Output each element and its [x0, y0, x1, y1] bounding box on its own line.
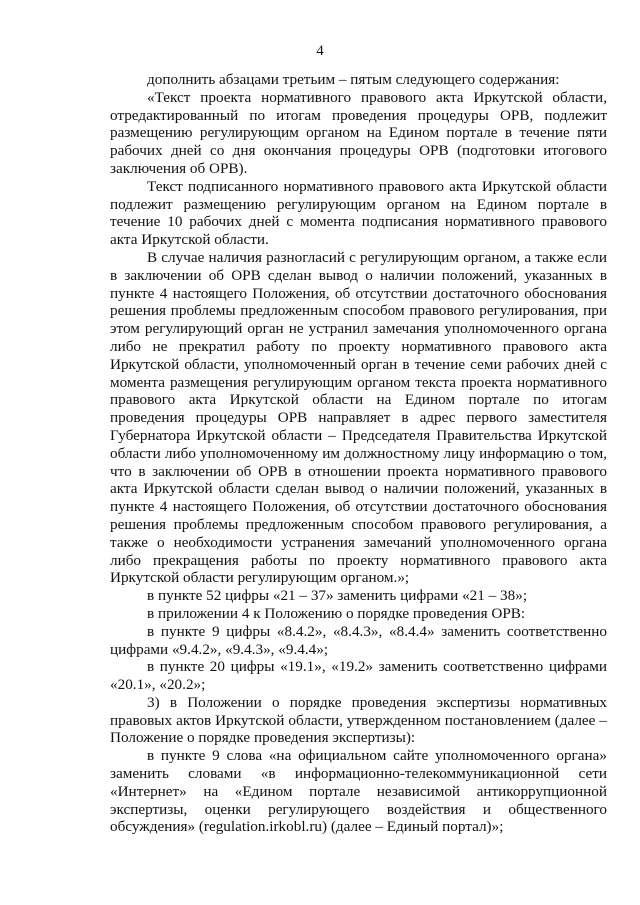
paragraph: В случае наличия разногласий с регулирующим органом, а также если в заключении об ОРВ сделан вывод о наличии положений, указанных в пункте 4 настоящего Положения, об отсутствии достаточного обоснования решения проблемы предложенным способом правового регулирования, при этом регулирующий орган не устранил замечания уполномоченного органа либо не прекратил работу по проекту нормативного правового акта Иркутской области, уполномоченный орган в течение семи рабочих дней с момента размещения регулирующим органом текста проекта нормативного правового акта Иркутской области на Едином портале по итогам проведения процедуры ОРВ направляет в адрес первого заместителя Губернатора Иркутской области – Председателя Правительства Иркутской области либо уполномоченному им должностному лицу информацию о том, что в заключении об ОРВ в отношении проекта нормативного правового акта Иркутской области сделан вывод о наличии положений, указанных в пункте 4 настоящего Положения, об отсутствии достаточного обоснования решения проблемы предложенным способом правового регулирования, а также о необходимости устранения замечаний уполномоченного органа либо прекращения работы по проекту нормативного правового акта Иркутской области регулирующим органом.»;: [110, 248, 607, 587]
paragraph: в приложении 4 к Положению о порядке проведения ОРВ:: [147, 604, 526, 622]
paragraph: в пункте 52 цифры «21 – 37» заменить цифрами «21 – 38»;: [147, 587, 528, 605]
paragraph: дополнить абзацами третьим – пятым следующего содержания:: [147, 71, 560, 88]
paragraph: в пункте 9 слова «на официальном сайте уполномоченного органа» заменить словами «в информационно-телекоммуникационной сети «Интернет» на «Едином портале независимой антикоррупционной экспертизы, оценки регулирующего воздействия и общественного обсуждения» (regulation.irkobl.ru) (далее – Единый портал)»;: [110, 747, 607, 836]
paragraph: в пункте 9 цифры «8.4.2», «8.4.3», «8.4.4» заменить соответственно цифрами «9.4.2», «9.4.3», «9.4.4»;: [110, 622, 607, 658]
paragraph: Текст подписанного нормативного правового акта Иркутской области подлежит размещению регулирующим органом на Едином портале в течение 10 рабочих дней с момента подписания нормативного правового акта Иркутской области.: [110, 177, 607, 249]
paragraph: 3) в Положении о порядке проведения экспертизы нормативных правовых актов Иркутской области, утвержденном постановлением (далее – Положение о порядке проведения экспертизы):: [110, 693, 607, 747]
paragraph: в пункте 20 цифры «19.1», «19.2» заменить соответственно цифрами «20.1», «20.2»;: [110, 658, 607, 694]
page-number: 4: [316, 43, 324, 59]
paragraph: «Текст проекта нормативного правового акта Иркутской области, отредактированный по итогам проведения процедуры ОРВ, подлежит размещению регулирующим органом на Едином портале в течение пяти рабочих дней со дня окончания процедуры ОРВ (подготовки итогового заключения об ОРВ).: [110, 88, 607, 177]
document-body: [110, 71, 607, 836]
